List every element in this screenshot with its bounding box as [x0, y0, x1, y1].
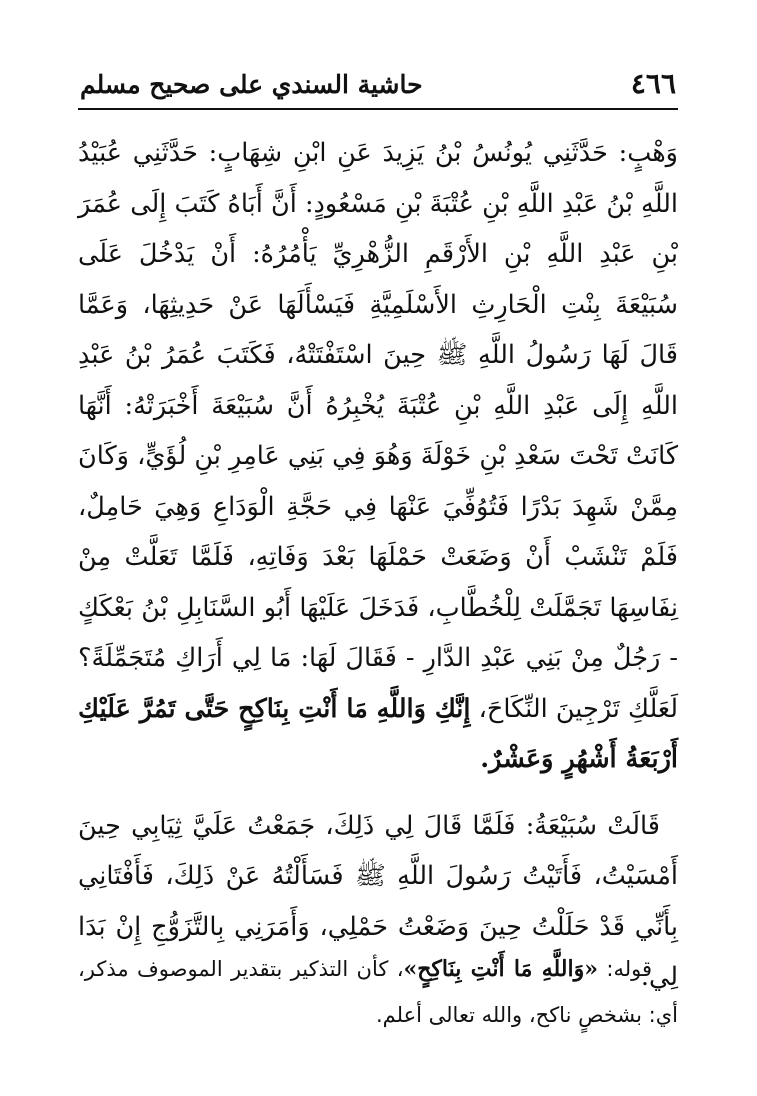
- commentary-intro: قوله:: [598, 957, 652, 981]
- hadith-paragraph-2: قَالَتْ سُبَيْعَةُ: فَلَمَّا قَالَ لِي ذَلِكَ، جَمَعْتُ عَلَيَّ ثِيَابِي حِينَ أَمْسَيْتُ، فَأَتَيْتُ رَسُولَ اللَّهِ ﷺ فَسَأَلْتُهُ عَنْ ذَلِكَ، فَأَفْتَانِي بِأَنِّي قَدْ حَلَلْتُ حِينَ وَضَعْتُ حَمْلِي، وَأَمَرَنِي بِالتَّزَوُّجِ إِنْ بَدَا لِي.: [78, 810, 678, 992]
- commentary-lemma: «وَاللَّهِ مَا أَنْتِ بِنَاكِحٍ»: [403, 956, 599, 982]
- hadith-prophetic-statement: إِنَّكِ وَاللَّهِ مَا أَنْتِ بِنَاكِحٍ حَتَّى تَمُرَّ عَلَيْكِ أَرْبَعَةُ أَشْهُرٍ وَعَشْرٌ.: [78, 693, 678, 774]
- hadith-text: [78, 128, 678, 1003]
- commentary-note: [78, 946, 678, 1038]
- running-header: [78, 62, 678, 110]
- hadith-narration: وَهْبٍ: حَدَّثَنِي يُونُسُ بْنُ يَزِيدَ عَنِ ابْنِ شِهَابٍ: حَدَّثَنِي عُبَيْدُ اللَّهِ بْنُ عَبْدِ اللَّهِ بْنِ عُتْبَةَ بْنِ مَسْعُودٍ: أَنَّ أَبَاهُ كَتَبَ إِلَى عُمَرَ بْنِ عَبْدِ اللَّهِ بْنِ الأَرْقَمِ الزُّهْرِيِّ يَأْمُرُهُ: أَنْ يَدْخُلَ عَلَى سُبَيْعَةَ بِنْتِ الْحَارِثِ الأَسْلَمِيَّةِ فَيَسْأَلَهَا عَنْ حَدِيثِهَا، وَعَمَّا قَالَ لَهَا رَسُولُ اللَّهِ ﷺ حِينَ اسْتَفْتَتْهُ، فَكَتَبَ عُمَرُ بْنُ عَبْدِ اللَّهِ إِلَى عَبْدِ اللَّهِ بْنِ عُتْبَةَ يُخْبِرُهُ أَنَّ سُبَيْعَةَ أَخْبَرَتْهُ: أَنَّهَا كَانَتْ تَحْتَ سَعْدِ بْنِ خَوْلَةَ وَهُوَ فِي بَنِي عَامِرِ بْنِ لُؤَيٍّ، وَكَانَ مِمَّنْ شَهِدَ بَدْرًا فَتُوُفِّيَ عَنْهَا فِي حَجَّةِ الْوَدَاعِ وَهِيَ حَامِلٌ، فَلَمْ تَنْشَبْ أَنْ وَضَعَتْ حَمْلَهَا بَعْدَ وَفَاتِهِ، فَلَمَّا تَعَلَّتْ مِنْ نِفَاسِهَا تَجَمَّلَتْ لِلْخُطَّابِ، فَدَخَلَ عَلَيْهَا أَبُو السَّنَابِلِ بْنُ بَعْكَكٍ - رَجُلٌ مِنْ بَنِي عَبْدِ الدَّارِ - فَقَالَ لَهَا: مَا لِي أَرَاكِ مُتَجَمِّلَةً؟ لَعَلَّكِ تَرْجِينَ النِّكَاحَ،: [78, 138, 679, 724]
- book-title: حاشية السندي على صحيح مسلم: [80, 70, 423, 99]
- commentary-explanation: ، كأن التذكير بتقدير الموصوف مذكر، أي: بشخصٍ ناكح، والله تعالى أعلم.: [78, 957, 678, 1027]
- hadith-paragraph-1: [78, 128, 678, 785]
- book-page: [78, 62, 678, 1042]
- page-number: ٤٦٦: [630, 67, 676, 100]
